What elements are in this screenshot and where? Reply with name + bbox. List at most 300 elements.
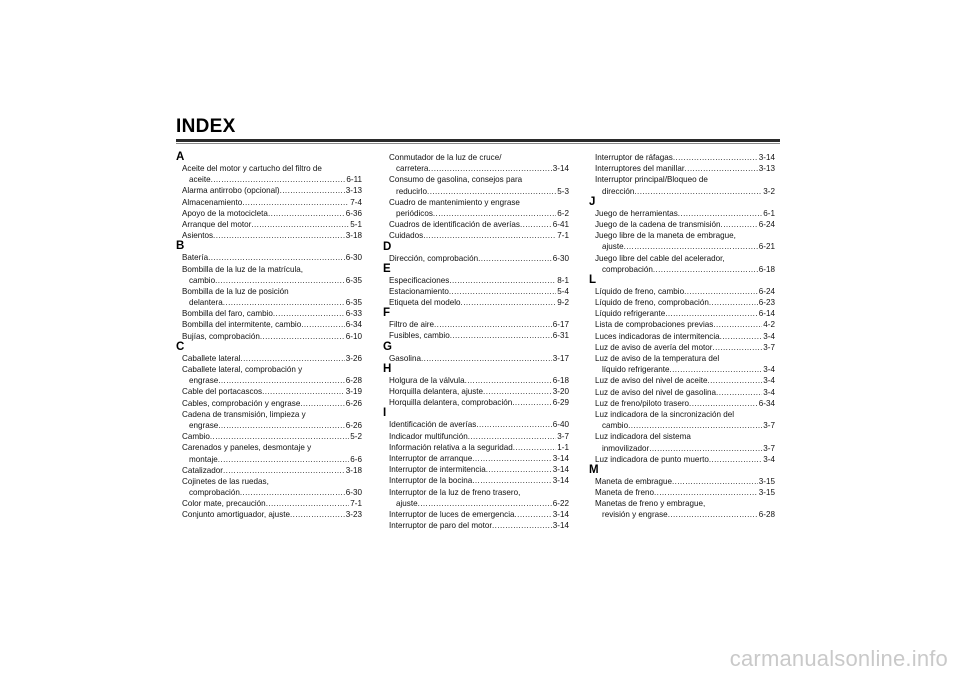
entry-text: Luz indicadora de punto muerto [595, 454, 709, 464]
entry-page: 5-3 [557, 186, 569, 196]
entry-page: 3-26 [345, 353, 362, 363]
leader-dots [520, 219, 552, 230]
entry-text: Cadena de transmisión, limpieza y [182, 409, 306, 419]
index-entry [589, 398, 775, 409]
entry-page: 6-34 [345, 320, 362, 330]
index-entry [383, 419, 569, 430]
entry-page: 6-22 [552, 498, 569, 508]
entry-text: dirección [602, 186, 635, 196]
index-entry [589, 241, 775, 252]
leader-dots [449, 286, 556, 297]
entry-text: Gasolina [389, 353, 421, 363]
index-entry [176, 252, 362, 263]
entry-page: 3-4 [763, 365, 775, 375]
index-entry [383, 152, 569, 163]
leader-dots [689, 398, 758, 409]
leader-dots [223, 465, 345, 476]
leader-dots [301, 319, 345, 330]
entry-text: Fusibles, cambio [389, 331, 450, 341]
leader-dots [678, 208, 763, 219]
leader-dots [213, 230, 345, 241]
entry-text: Interruptor de paro del motor [389, 521, 493, 531]
index-entry [176, 465, 362, 476]
leader-dots [512, 397, 552, 408]
index-entry [383, 353, 569, 364]
index-entry [589, 454, 775, 465]
entry-page: 5-4 [557, 286, 569, 296]
leader-dots [472, 475, 552, 486]
entry-text: Juego de la cadena de transmisión [595, 219, 721, 229]
leader-dots [461, 297, 557, 308]
entry-text: Juego libre de la maneta de embrague, [595, 231, 736, 241]
entry-text: Arranque del motor [182, 219, 252, 229]
index-entry [589, 163, 775, 174]
leader-dots [434, 319, 552, 330]
entry-text: comprobación [189, 488, 240, 498]
leader-dots [290, 509, 345, 520]
leader-dots [268, 208, 345, 219]
leader-dots [260, 331, 345, 342]
watermark: carmanualsonline.info [729, 646, 948, 671]
entry-page: 8-1 [557, 275, 569, 285]
entry-text: Maneta de freno [595, 488, 654, 498]
index-entry [383, 230, 569, 241]
index-entry [176, 275, 362, 286]
index-entry [383, 520, 569, 531]
entry-text: Batería [182, 253, 209, 263]
entry-page: 6-29 [552, 398, 569, 408]
entry-page: 6-28 [758, 510, 775, 520]
section-letter: L [589, 273, 597, 286]
index-entry [176, 331, 362, 342]
index-entry [589, 208, 775, 219]
entry-page: 3-4 [763, 387, 775, 397]
entry-page: 5-2 [350, 432, 362, 442]
entry-text: Estacionamiento [389, 286, 449, 296]
index-entry [383, 386, 569, 397]
index-entry [383, 453, 569, 464]
index-entry [176, 386, 362, 397]
index-column-3 [589, 152, 775, 521]
entry-page: 3-18 [345, 231, 362, 241]
entry-text: líquido refrigerante [602, 365, 670, 375]
leader-dots [218, 375, 345, 386]
entry-page: 6-6 [350, 454, 362, 464]
entry-page: 3-7 [763, 342, 775, 352]
entry-page: 3-15 [758, 488, 775, 498]
leader-dots [218, 420, 345, 431]
index-entry [383, 475, 569, 486]
index-entry [176, 264, 362, 275]
leader-dots [215, 275, 345, 286]
section-letter: M [589, 463, 599, 476]
entry-page: 6-2 [557, 208, 569, 218]
entry-page: 3-7 [557, 431, 569, 441]
entry-page: 6-18 [552, 375, 569, 385]
index-entry [383, 330, 569, 341]
entry-page: 6-14 [758, 309, 775, 319]
leader-dots [449, 275, 556, 286]
index-entry [383, 186, 569, 197]
entry-page: 3-14 [552, 521, 569, 531]
entry-text: Lista de comprobaciones previas [595, 320, 714, 330]
entry-page: 6-31 [552, 331, 569, 341]
entry-text: Conjunto amortiguador, ajuste [182, 510, 290, 520]
leader-dots [673, 152, 758, 163]
leader-dots [721, 219, 758, 230]
index-entry [589, 174, 775, 185]
index-entry [176, 197, 362, 208]
index-column-1 [176, 152, 362, 521]
leader-dots [483, 386, 552, 397]
leader-dots [713, 319, 762, 330]
entry-page: 3-4 [763, 331, 775, 341]
entry-text: Interruptor de luces de emergencia [389, 509, 515, 519]
leader-dots [418, 498, 552, 509]
entry-text: Especificaciones [389, 275, 450, 285]
index-entry [176, 476, 362, 487]
section-letter: E [383, 262, 391, 275]
entry-page: 6-33 [345, 309, 362, 319]
entry-text: engrase [189, 420, 219, 430]
entry-text: montaje [189, 454, 218, 464]
index-entry [383, 431, 569, 442]
leader-dots [720, 331, 763, 342]
entry-text: Luz indicadora de la sincronización del [595, 409, 735, 419]
entry-page: 7-1 [557, 231, 569, 241]
leader-dots [668, 509, 758, 520]
entry-page: 5-1 [350, 219, 362, 229]
index-entry [589, 331, 775, 342]
page-title: INDEX [176, 116, 236, 137]
entry-text: Luz de aviso del nivel de aceite [595, 376, 708, 386]
index-entry [383, 219, 569, 230]
index-entry [176, 375, 362, 386]
entry-page: 6-30 [552, 253, 569, 263]
entry-page: 3-13 [345, 186, 362, 196]
entry-text: inmovilizador [602, 443, 650, 453]
entry-page: 3-14 [552, 509, 569, 519]
entry-page: 6-1 [763, 208, 775, 218]
index-entry [176, 308, 362, 319]
entry-page: 6-21 [758, 242, 775, 252]
index-entry [383, 498, 569, 509]
leader-dots [478, 253, 552, 264]
index-entry [383, 442, 569, 453]
entry-text: Identificación de averías [389, 420, 477, 430]
entry-text: Bombilla del intermitente, cambio [182, 320, 302, 330]
index-entry [589, 420, 775, 431]
entry-text: Luz de aviso de avería del motor [595, 342, 713, 352]
index-entry [589, 353, 775, 364]
entry-page: 6-35 [345, 298, 362, 308]
index-entry [589, 498, 775, 509]
entry-text: ajuste [396, 498, 418, 508]
index-entry [176, 454, 362, 465]
entry-text: Cojinetes de las ruedas, [182, 476, 269, 486]
entry-page: 6-24 [758, 219, 775, 229]
entry-text: Holgura de la válvula [389, 375, 465, 385]
section-letter: H [383, 362, 392, 375]
entry-text: Bujías, comprobación [182, 331, 260, 341]
index-entry [383, 319, 569, 330]
leader-dots [251, 219, 349, 230]
entry-text: revisión y engrase [602, 510, 668, 520]
index-entry [176, 230, 362, 241]
entry-page: 6-28 [345, 376, 362, 386]
entry-text: Interruptor de la luz de freno trasero, [389, 487, 521, 497]
entry-page: 3-19 [345, 387, 362, 397]
entry-page: 6-11 [346, 175, 362, 185]
section-letter: I [383, 407, 387, 420]
index-entry [383, 253, 569, 264]
index-entry [589, 487, 775, 498]
entry-text: Cuadros de identificación de averías [389, 220, 520, 230]
index-entry [383, 375, 569, 386]
index-entry [589, 152, 775, 163]
leader-dots [223, 297, 345, 308]
entry-page: 3-14 [758, 153, 775, 162]
index-entry [176, 219, 362, 230]
entry-text: Bombilla del faro, cambio [182, 309, 273, 319]
entry-text: Conmutador de la luz de cruce/ [389, 153, 502, 162]
index-entry [383, 208, 569, 219]
entry-text: Etiqueta del modelo [389, 298, 461, 308]
index-entry [589, 409, 775, 420]
leader-dots [685, 163, 758, 174]
entry-page: 3-7 [763, 421, 775, 431]
index-entry [589, 297, 775, 308]
entry-text: Líquido de freno, comprobación [595, 298, 709, 308]
entry-page: 7-4 [350, 197, 362, 207]
entry-text: Cable del portacascos [182, 387, 263, 397]
entry-text: Dirección, comprobación [389, 253, 479, 263]
leader-dots [300, 398, 344, 409]
entry-page: 6-10 [345, 331, 362, 341]
leader-dots [628, 420, 762, 431]
index-entry [383, 509, 569, 520]
leader-dots [624, 241, 758, 252]
index-entry [383, 275, 569, 286]
index-entry [589, 364, 775, 375]
entry-page: 3-14 [552, 164, 569, 174]
index-entry [589, 319, 775, 330]
index-entry [176, 431, 362, 442]
entry-page: 6-18 [758, 264, 775, 274]
entry-text: carretera [396, 164, 429, 174]
entry-text: Luz de aviso de la temperatura del [595, 354, 720, 363]
index-entry [383, 397, 569, 408]
index-entry [383, 464, 569, 475]
leader-dots [241, 353, 345, 364]
entry-text: Catalizador [182, 465, 223, 475]
index-entry [176, 319, 362, 330]
entry-text: Carenados y paneles, desmontaje y [182, 443, 312, 453]
entry-text: Cables, comprobación y engrase [182, 398, 301, 408]
entry-page: 6-26 [345, 420, 362, 430]
entry-text: Color mate, precaución [182, 499, 266, 509]
leader-dots [472, 453, 552, 464]
entry-text: Indicador multifunción [389, 431, 468, 441]
leader-dots [218, 454, 350, 465]
leader-dots [684, 286, 758, 297]
leader-dots [210, 431, 349, 442]
entry-page: 6-35 [345, 275, 362, 285]
leader-dots [709, 454, 762, 465]
entry-text: Interruptor principal/Bloqueo de [595, 175, 708, 185]
entry-text: Líquido refrigerante [595, 309, 666, 319]
entry-text: Interruptor de intermitencia [389, 465, 486, 475]
leader-dots [654, 487, 758, 498]
index-entry [176, 498, 362, 509]
entry-text: cambio [189, 275, 216, 285]
entry-text: Luces indicadoras de intermitencia [595, 331, 720, 341]
leader-dots [486, 464, 552, 475]
entry-text: Luz de aviso del nivel de gasolina [595, 387, 717, 397]
index-entry [176, 163, 362, 174]
leader-dots [262, 386, 345, 397]
entry-text: Maneta de embrague [595, 476, 672, 486]
entry-text: Líquido de freno, cambio [595, 286, 685, 296]
entry-text: Interruptor de arranque [389, 453, 473, 463]
entry-text: Horquilla delantera, ajuste [389, 387, 484, 396]
entry-page: 6-30 [345, 488, 362, 498]
entry-text: ajuste [602, 242, 624, 252]
index-entry [176, 442, 362, 453]
entry-page: 6-23 [758, 298, 775, 308]
entry-page: 6-30 [345, 253, 362, 263]
entry-text: Asientos [182, 231, 214, 241]
leader-dots [708, 375, 763, 386]
section-letter: C [176, 340, 185, 353]
leader-dots [515, 509, 552, 520]
entry-page: 3-13 [758, 164, 775, 174]
index-entry [589, 308, 775, 319]
entry-text: Bombilla de la luz de la matrícula, [182, 264, 304, 274]
leader-dots [712, 342, 762, 353]
entry-text: Almacenamiento [182, 197, 243, 207]
section-letter: F [383, 307, 391, 320]
section-letter: J [589, 195, 596, 208]
index-entry [383, 297, 569, 308]
entry-text: Consumo de gasolina, consejos para [389, 175, 523, 185]
entry-text: Horquilla delantera, comprobación [389, 398, 513, 408]
entry-page: 6-17 [552, 320, 569, 330]
leader-dots [273, 308, 345, 319]
entry-page: 3-7 [763, 443, 775, 453]
title-rule [176, 139, 780, 142]
entry-page: 3-2 [763, 186, 775, 196]
leader-dots [423, 230, 556, 241]
index-entry [383, 163, 569, 174]
leader-dots [476, 419, 552, 430]
entry-text: Aceite del motor y cartucho del filtro de [182, 164, 322, 173]
index-column-2 [383, 152, 569, 531]
entry-text: Manetas de freno y embrague, [595, 499, 706, 509]
index-entry [589, 264, 775, 275]
entry-text: Información relativa a la seguridad [389, 442, 513, 452]
index-entry [176, 364, 362, 375]
entry-text: Juego de herramientas [595, 208, 678, 218]
leader-dots [208, 252, 345, 263]
index-entry [589, 443, 775, 454]
entry-page: 3-23 [345, 510, 362, 520]
leader-dots [450, 330, 552, 341]
entry-page: 6-24 [758, 286, 775, 296]
entry-page: 1-1 [557, 442, 569, 452]
leader-dots [421, 353, 552, 364]
index-entry [589, 387, 775, 398]
entry-text: Caballete lateral [182, 353, 241, 363]
index-entry [383, 286, 569, 297]
entry-page: 3-14 [552, 476, 569, 486]
section-letter: D [383, 240, 392, 253]
index-entry [383, 174, 569, 185]
section-letter: A [176, 151, 185, 163]
index-entry [176, 297, 362, 308]
entry-text: Interruptores del manillar [595, 164, 685, 174]
entry-text: Cuidados [389, 231, 424, 241]
leader-dots [468, 431, 557, 442]
index-entry [176, 420, 362, 431]
index-entry [589, 375, 775, 386]
entry-text: comprobación [602, 264, 653, 274]
entry-text: Caballete lateral, comprobación y [182, 365, 303, 374]
index-entry [589, 230, 775, 241]
entry-text: Cambio [182, 432, 210, 442]
leader-dots [709, 297, 758, 308]
index-entry [176, 409, 362, 420]
entry-text: Apoyo de la motocicleta [182, 208, 268, 218]
entry-page: 3-15 [758, 476, 775, 486]
entry-text: aceite [189, 175, 211, 185]
index-entry [589, 509, 775, 520]
index-entry [589, 186, 775, 197]
leader-dots [211, 174, 346, 185]
index-entry [383, 197, 569, 208]
leader-dots [716, 387, 762, 398]
leader-dots [433, 208, 556, 219]
entry-text: cambio [602, 421, 629, 431]
entry-page: 6-40 [552, 420, 569, 430]
index-entry [589, 219, 775, 230]
index-entry [176, 185, 362, 196]
leader-dots [672, 476, 758, 487]
leader-dots [242, 197, 349, 208]
index-entry [383, 487, 569, 498]
entry-text: Alarma antirrobo (opcional) [182, 186, 280, 196]
entry-page: 3-18 [345, 465, 362, 475]
leader-dots [634, 186, 762, 197]
section-letter: G [383, 340, 392, 353]
entry-text: Interruptor de ráfagas [595, 153, 673, 162]
leader-dots [240, 487, 345, 498]
entry-text: Luz indicadora del sistema [595, 432, 691, 442]
entry-page: 6-34 [758, 398, 775, 408]
entry-text: Interruptor de la bocina [389, 476, 473, 486]
entry-page: 7-1 [350, 499, 362, 509]
entry-page: 6-36 [345, 208, 362, 218]
index-entry [589, 253, 775, 264]
entry-text: reducirlo [396, 186, 428, 196]
entry-text: Filtro de aire [389, 320, 434, 330]
entry-text: Bombilla de la luz de posición [182, 286, 289, 296]
index-entry [589, 342, 775, 353]
leader-dots [427, 186, 556, 197]
entry-page: 6-26 [345, 398, 362, 408]
index-entry [176, 286, 362, 297]
leader-dots [465, 375, 552, 386]
